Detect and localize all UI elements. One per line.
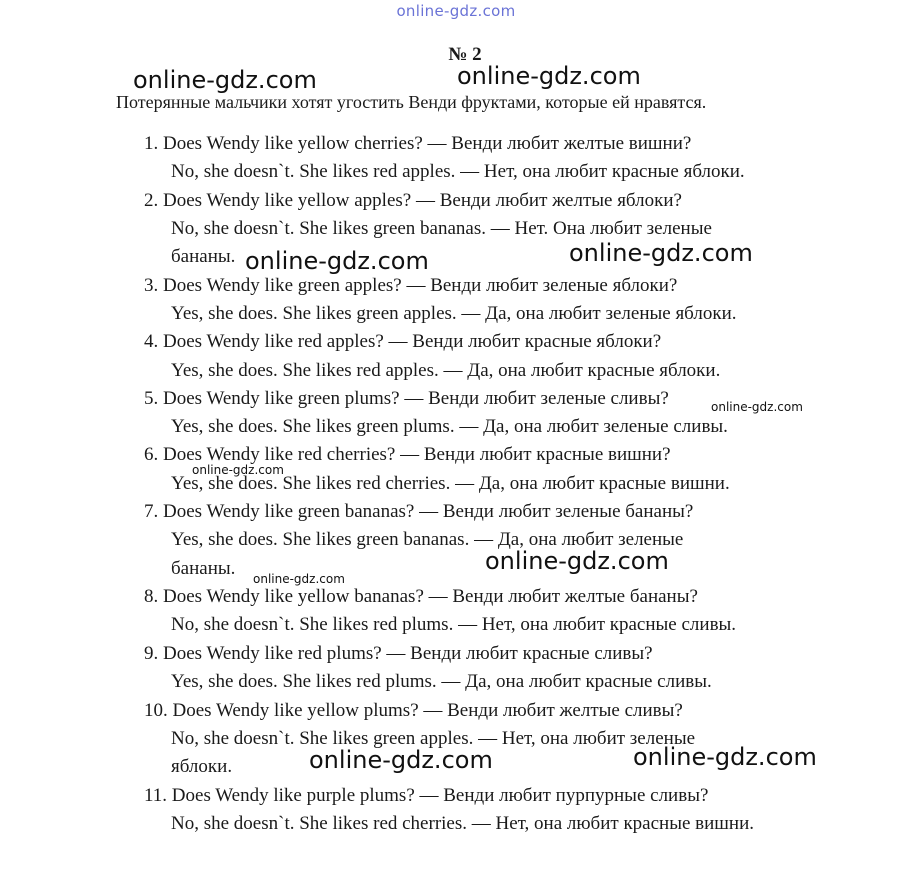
question-line: 4. Does Wendy like red apples? — Венди любит красные яблоки? (144, 331, 662, 352)
answer-line: No, she doesn`t. She likes green bananas. — Нет. Она любит зеленые (171, 218, 712, 239)
watermark: online-gdz.com (192, 463, 284, 477)
watermark: online-gdz.com (133, 66, 317, 94)
answer-line: Yes, she does. She likes red plums. — Да, она любит красные сливы. (171, 671, 712, 692)
answer-line: Yes, she does. She likes green apples. — Да, она любит зеленые яблоки. (171, 303, 737, 324)
question-line: 2. Does Wendy like yellow apples? — Венди любит желтые яблоки? (144, 190, 682, 211)
watermark: online-gdz.com (245, 247, 429, 275)
question-line: 9. Does Wendy like red plums? — Венди любит красные сливы? (144, 643, 653, 664)
exercise-intro: Потерянные мальчики хотят угостить Венди фруктами, которые ей нравятся. (116, 92, 707, 112)
answer-line: Yes, she does. She likes green bananas. — Да, она любит зеленые (171, 529, 684, 550)
question-line: 6. Does Wendy like red cherries? — Венди любит красные вишни? (144, 444, 671, 465)
watermark: online-gdz.com (633, 743, 817, 771)
question-line: 7. Does Wendy like green bananas? — Венди любит зеленые бананы? (144, 501, 694, 522)
answer-line: Yes, she does. She likes red cherries. — Да, она любит красные вишни. (171, 473, 730, 494)
question-line: 3. Does Wendy like green apples? — Венди любит зеленые яблоки? (144, 275, 678, 296)
watermark: online-gdz.com (253, 572, 345, 586)
watermark: online-gdz.com (485, 547, 669, 575)
exercise-number: № 2 (448, 44, 482, 65)
watermark: online-gdz.com (569, 239, 753, 267)
answer-line: No, she doesn`t. She likes red apples. — Нет, она любит красные яблоки. (171, 161, 745, 182)
question-line: 11. Does Wendy like purple plums? — Венди любит пурпурные сливы? (144, 785, 709, 806)
answer-line: Yes, she does. She likes red apples. — Да, она любит красные яблоки. (171, 360, 721, 381)
question-line: 5. Does Wendy like green plums? — Венди любит зеленые сливы? (144, 388, 669, 409)
answer-line: Yes, she does. She likes green plums. — Да, она любит зеленые сливы. (171, 416, 728, 437)
answer-line: No, she doesn`t. She likes red cherries. — Нет, она любит красные вишни. (171, 813, 755, 834)
answer-line: No, she doesn`t. She likes red plums. — Нет, она любит красные сливы. (171, 614, 737, 635)
watermark: online-gdz.com (457, 62, 641, 90)
question-line: 1. Does Wendy like yellow cherries? — Венди любит желтые вишни? (144, 133, 692, 154)
answer-line: бананы. (171, 246, 236, 267)
answer-line: яблоки. (171, 756, 233, 777)
watermark: online-gdz.com (711, 400, 803, 414)
answer-line: No, she doesn`t. She likes green apples. — Нет, она любит зеленые (171, 728, 696, 749)
site-watermark-top: online-gdz.com (396, 2, 516, 20)
question-line: 8. Does Wendy like yellow bananas? — Венди любит желтые бананы? (144, 586, 698, 607)
question-line: 10. Does Wendy like yellow plums? — Венди любит желтые сливы? (144, 700, 683, 721)
watermark: online-gdz.com (309, 746, 493, 774)
answer-line: бананы. (171, 558, 236, 579)
